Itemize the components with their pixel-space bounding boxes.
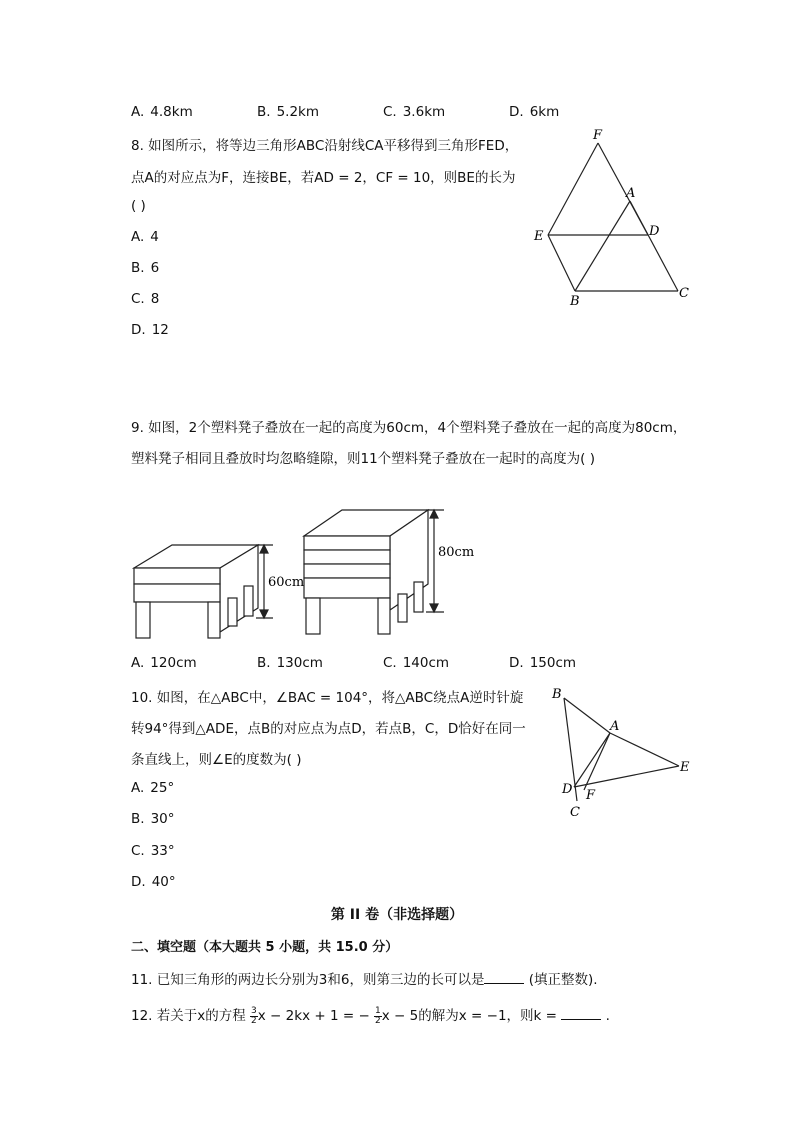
q12: 12. 若关于x的方程 $\frac{3}{2}$ x − 2kx + 1 = − $\frac{1}{2}$ x − 5的解为x = −1，则k = . xyxy=(131,1005,610,1026)
q9-option-d: D. 150cm xyxy=(509,655,577,671)
q8-triangle-figure xyxy=(520,125,710,315)
q8-option-b: B. 6 xyxy=(131,260,160,276)
label-60cm: 60cm xyxy=(268,575,305,590)
q11-answer-blank[interactable] xyxy=(484,971,524,984)
section-heading: 二、填空题（本大题共 5 小题，共 15.0 分） xyxy=(131,940,399,955)
label-c: C xyxy=(570,805,580,820)
label-a: A xyxy=(626,186,636,201)
q11-text-after: (填正整数). xyxy=(524,972,598,988)
q8-option-c: C. 8 xyxy=(131,291,160,307)
label-d: D xyxy=(562,782,573,797)
label-a: A xyxy=(610,719,620,734)
q12-fraction-1: $\frac{3}{2}$ xyxy=(251,1005,257,1026)
label-f: F xyxy=(586,788,596,803)
q9-option-a: A. 120cm xyxy=(131,655,197,671)
label-80cm: 80cm xyxy=(438,545,475,560)
q9-stool-figure xyxy=(128,500,488,645)
label-e: E xyxy=(534,229,544,244)
q9-line2: 塑料凳子相同且叠放时均忽略缝隙，则11个塑料凳子叠放在一起时的高度为( ) xyxy=(131,451,596,467)
q9-option-b: B. 130cm xyxy=(257,655,323,671)
label-e: E xyxy=(680,760,690,775)
q11-text: 11. 已知三角形的两边长分别为3和6，则第三边的长可以是 xyxy=(131,972,485,988)
q11 xyxy=(131,968,598,988)
q8-line2: 点A的对应点为F，连接BE，若AD = 2，CF = 10，则BE的长为 xyxy=(131,170,516,186)
label-d: D xyxy=(649,224,660,239)
q9-line1: 9. 如图，2个塑料凳子叠放在一起的高度为60cm，4个塑料凳子叠放在一起的高度为80cm， xyxy=(131,420,687,436)
label-c: C xyxy=(679,286,689,301)
q7-option-a: A. 4.8km xyxy=(131,104,193,120)
q8-line3: ( ) xyxy=(131,198,146,214)
q10-option-d: D. 40° xyxy=(131,874,176,890)
q10-rotation-figure xyxy=(548,680,708,825)
q8-option-d: D. 12 xyxy=(131,322,169,338)
q8-option-a: A. 4 xyxy=(131,229,159,245)
q10-line2: 转94°得到△ADE，点B的对应点为点D，若点B，C，D恰好在同一 xyxy=(131,721,526,737)
q10-option-c: C. 33° xyxy=(131,843,175,859)
q7-option-c: C. 3.6km xyxy=(383,104,446,120)
q10-option-a: A. 25° xyxy=(131,780,175,796)
q9-option-c: C. 140cm xyxy=(383,655,450,671)
q10-option-b: B. 30° xyxy=(131,811,175,827)
q12-text: 12. 若关于x的方程 xyxy=(131,1008,246,1024)
q12-fraction-2: $\frac{1}{2}$ xyxy=(375,1005,381,1026)
label-b: B xyxy=(552,687,562,702)
section-title: 第 II 卷（非选择题） xyxy=(330,907,464,923)
q10-line1: 10. 如图，在△ABC中，∠BAC = 104°，将△ABC绕点A逆时针旋 xyxy=(131,690,524,706)
q7-option-b: B. 5.2km xyxy=(257,104,320,120)
q12-answer-blank[interactable] xyxy=(561,1007,601,1020)
label-b: B xyxy=(570,294,580,309)
q10-line3: 条直线上，则∠E的度数为( ) xyxy=(131,752,302,768)
q8-line1: 8. 如图所示，将等边三角形ABC沿射线CA平移得到三角形FED， xyxy=(131,138,519,154)
q7-option-d: D. 6km xyxy=(509,104,560,120)
label-f: F xyxy=(593,128,603,143)
